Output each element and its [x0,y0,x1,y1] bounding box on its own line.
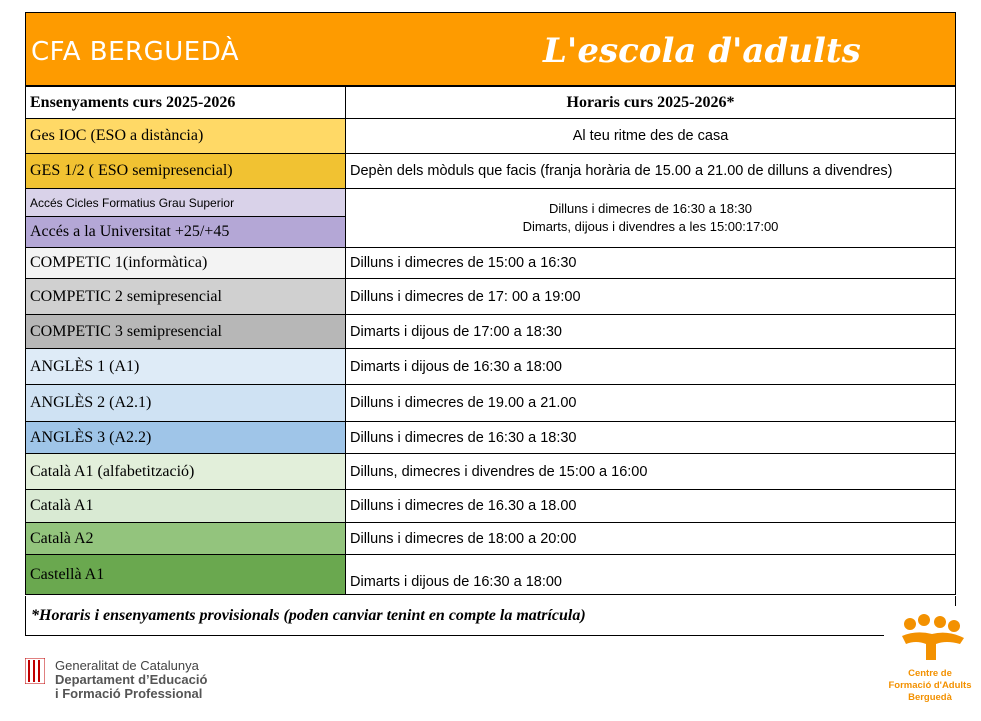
course-cell: COMPETIC 2 semipresencial [26,279,346,315]
cfa-line-3: Berguedà [908,692,952,703]
org-name: CFA BERGUEDÀ [31,37,240,67]
cfa-line-1: Centre de [908,668,952,679]
schedule-cell: Dimarts i dijous de 16:30 a 18:00 [346,555,956,595]
schedule-cell: Al teu ritme des de casa [346,119,956,154]
table-row [26,523,956,555]
slogan: L'escola d'adults [543,31,861,71]
col2-header: Horaris curs 2025-2026* [346,87,956,119]
course-cell: Català A2 [26,523,346,555]
people-hands-logo-icon [896,614,968,662]
table-row [26,189,956,217]
schedule-cell: Dilluns i dimecres de 16.30 a 18.00 [346,490,956,523]
gen-line-2: Departament d’Educació [55,672,208,687]
schedule-table [25,86,956,595]
table-header-row [26,87,956,119]
schedule-cell: Dilluns i dimecres de 17: 00 a 19:00 [346,279,956,315]
schedule-cell: Dilluns i dimecres de 16:30 a 18:30 [346,422,956,454]
table-row [26,154,956,189]
gen-line-3: i Formació Professional [55,686,203,701]
course-cell: Ges IOC (ESO a distància) [26,119,346,154]
schedule-cell: Dilluns i dimecres de 18:00 a 20:00 [346,523,956,555]
schedule-cell-access [346,189,956,248]
cfa-line-2: Formació d'Adults [888,680,972,691]
table-row [26,555,956,595]
schedule-sheet [25,12,956,636]
course-cell: Castellà A1 [26,555,346,595]
course-cell: Accés a la Universitat +25/+45 [26,217,346,248]
gen-line-1: Generalitat de Catalunya [55,658,199,673]
table-row [26,279,956,315]
schedule-cell: Dilluns i dimecres de 15:00 a 16:30 [346,248,956,279]
table-row [26,315,956,349]
course-cell: ANGLÈS 2 (A2.1) [26,385,346,422]
table-row [26,422,956,454]
schedule-cell: Dimarts i dijous de 17:00 a 18:30 [346,315,956,349]
cfa-logo [880,612,980,712]
course-cell: Català A1 [26,490,346,523]
table-row [26,119,956,154]
note-text: *Horaris i ensenyaments provisionals (poden canviar tenint en compte la matrícula) [31,607,586,624]
schedule-cell: Depèn dels mòduls que facis (franja horària de 15.00 a 21.00 de dilluns a divendres) [346,154,956,189]
course-cell: COMPETIC 1(informàtica) [26,248,346,279]
schedule-cell: Dilluns i dimecres de 19.00 a 21.00 [346,385,956,422]
schedule-line: Dilluns i dimecres de 16:30 a 18:30 [548,201,753,216]
course-cell: Accés Cicles Formatius Grau Superior [26,189,346,217]
course-cell: ANGLÈS 3 (A2.2) [26,422,346,454]
schedule-line: Dimarts, dijous i divendres a les 15:00:17:00 [522,219,779,234]
table-row [26,454,956,490]
provisional-note [25,596,956,636]
catalan-flag-seal-icon [25,658,45,684]
table-row [26,385,956,422]
course-cell: Català A1 (alfabetització) [26,454,346,490]
course-cell: COMPETIC 3 semipresencial [26,315,346,349]
course-cell: GES 1/2 ( ESO semipresencial) [26,154,346,189]
table-row [26,349,956,385]
col1-header: Ensenyaments curs 2025-2026 [26,87,346,119]
schedule-cell: Dilluns, dimecres i divendres de 15:00 a 16:00 [346,454,956,490]
table-row [26,490,956,523]
table-row [26,248,956,279]
schedule-cell: Dimarts i dijous de 16:30 a 18:00 [346,349,956,385]
course-cell: ANGLÈS 1 (A1) [26,349,346,385]
header-banner [25,12,956,86]
